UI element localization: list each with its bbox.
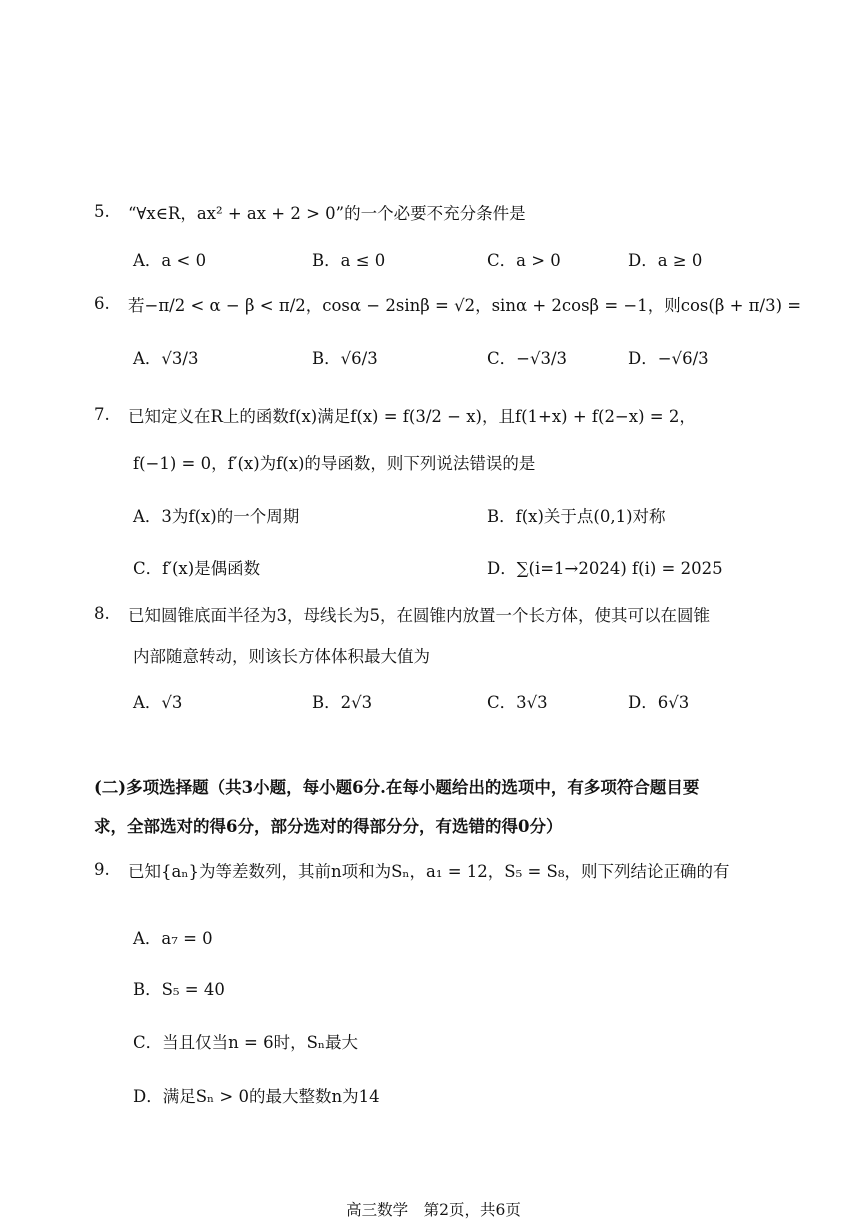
question-6-stem: 若−π/2 < α − β < π/2，cosα − 2sinβ = √2，sinα + 2cosβ = −1，则cos(β + π/3) = — [128, 296, 802, 315]
question-9-stem: 已知{aₙ}为等差数列，其前n项和为Sₙ，a₁ = 12，S₅ = S₈，则下列结论正确的有 — [128, 862, 730, 881]
question-8-option-a: A．√3 — [133, 693, 183, 712]
question-5-option-a: A．a < 0 — [133, 251, 207, 270]
question-8-stem-line-1: 已知圆锥底面半径为3，母线长为5，在圆锥内放置一个长方体，使其可以在圆锥 — [128, 606, 710, 625]
question-6-option-a: A．√3/3 — [133, 349, 199, 368]
section-2-heading-line-2: 求，全部选对的得6分，部分选对的得部分分，有选错的得0分） — [94, 817, 563, 836]
question-8-option-c: C．3√3 — [487, 693, 548, 712]
question-7-option-c: C．f′(x)是偶函数 — [133, 559, 261, 578]
question-9-option-b: B．S₅ = 40 — [133, 980, 225, 999]
question-8-option-d: D．6√3 — [628, 693, 690, 712]
question-6-option-d: D．−√6/3 — [628, 349, 709, 368]
question-8-stem-line-2: 内部随意转动，则该长方体体积最大值为 — [133, 647, 430, 666]
page-footer: 高三数学 第2页，共6页 — [346, 1201, 521, 1219]
question-5-option-b: B．a ≤ 0 — [312, 251, 386, 270]
question-8-number: 8. — [94, 604, 110, 623]
question-6-option-b: B．√6/3 — [312, 349, 378, 368]
question-8-option-b: B．2√3 — [312, 693, 373, 712]
question-7-option-d: D．∑(i=1→2024) f(i) = 2025 — [487, 559, 723, 578]
question-9-number: 9. — [94, 860, 110, 879]
question-9-option-a: A．a₇ = 0 — [133, 929, 213, 948]
question-6-number: 6. — [94, 294, 110, 313]
question-7-number: 7. — [94, 405, 110, 424]
question-9-option-c: C．当且仅当n = 6时，Sₙ最大 — [133, 1033, 359, 1052]
question-7-stem-line-2: f(−1) = 0，f′(x)为f(x)的导函数，则下列说法错误的是 — [133, 454, 536, 473]
question-7-option-b: B．f(x)关于点(0,1)对称 — [487, 507, 666, 526]
section-2-heading-line-1: (二)多项选择题（共3小题，每小题6分.在每小题给出的选项中，有多项符合题目要 — [94, 778, 700, 797]
question-5-option-d: D．a ≥ 0 — [628, 251, 703, 270]
question-7-stem-line-1: 已知定义在R上的函数f(x)满足f(x) = f(3/2 − x)，且f(1+x) + f(2−x) = 2， — [128, 407, 696, 426]
question-7-option-a: A．3为f(x)的一个周期 — [133, 507, 300, 526]
question-5-number: 5. — [94, 202, 110, 221]
question-6-option-c: C．−√3/3 — [487, 349, 568, 368]
question-5-option-c: C．a > 0 — [487, 251, 561, 270]
question-5-stem: “∀x∈R，ax² + ax + 2 > 0”的一个必要不充分条件是 — [128, 204, 526, 223]
question-9-option-d: D．满足Sₙ > 0的最大整数n为14 — [133, 1087, 380, 1106]
